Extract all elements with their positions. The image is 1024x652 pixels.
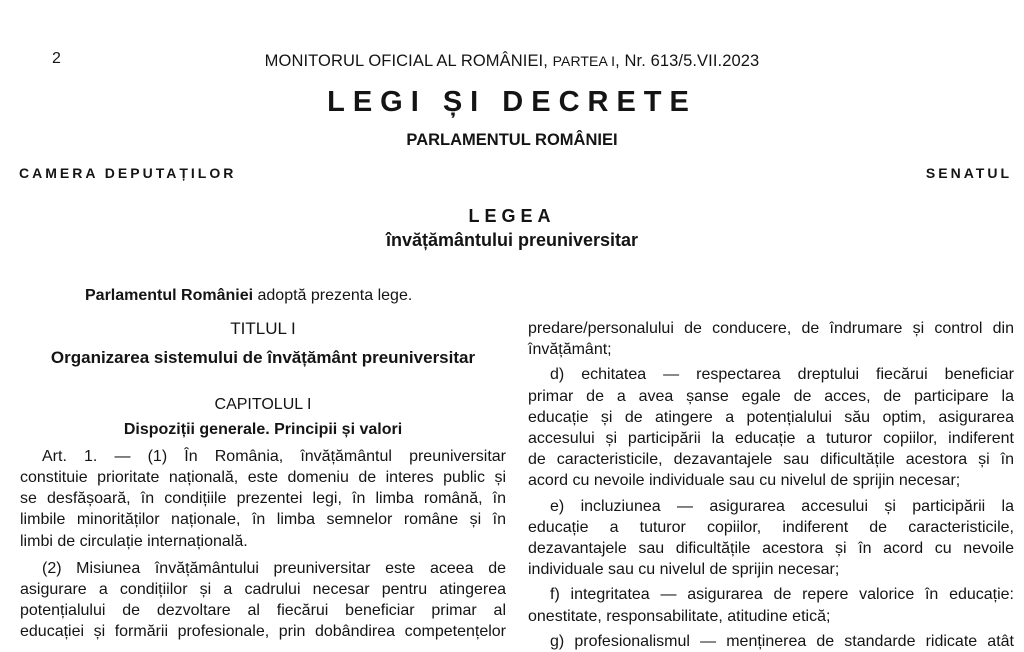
right-column — [528, 318, 1014, 652]
adoption-statement — [85, 287, 412, 305]
chamber-right: SENATUL — [925, 165, 1012, 181]
page-number: 2 — [52, 50, 61, 67]
text-line: g) profesionalismul — menținerea de standarde ridicate atât — [550, 632, 1014, 650]
section-title: LEGI ȘI DECRETE — [327, 86, 697, 118]
text-line: limbi de circulație internațională. — [20, 532, 248, 550]
text-line: se desfășoară, în condițiile prezentei legi, în limba română, în — [20, 490, 506, 508]
text-line: de caracteristicile, dezavantajele sau dificultățile acestora și în — [528, 451, 1014, 469]
paragraph-f-integritatea — [528, 584, 1014, 626]
text-line: învățământ; — [528, 341, 612, 359]
article-1-paragraph-1 — [20, 446, 506, 552]
journal-header — [0, 52, 1024, 71]
text-line: educație și de atingere a potențialului său optim, asigurarea — [528, 408, 1014, 426]
chamber-left: CAMERA DEPUTAȚILOR — [19, 165, 237, 181]
text-line: predare/personalului de conducere, de îndrumare și control din — [528, 320, 1014, 337]
journal-issue: , Nr. 613/5.VII.2023 — [615, 52, 760, 70]
text-line: primar de a avea șanse egale de acces, de participare la — [528, 387, 1014, 405]
title-name: Organizarea sistemului de învățământ preuniversitar — [50, 348, 476, 368]
journal-part: PARTEA I — [552, 53, 616, 69]
text-line: individuale sau cu nivelul de sprijin necesar; — [528, 561, 840, 579]
title-heading: TITLUL I — [230, 319, 296, 338]
issuer: PARLAMENTUL ROMÂNIEI — [406, 131, 618, 149]
adoption-bold: Parlamentul României — [85, 287, 254, 304]
paragraph-d-echitatea — [528, 364, 1014, 491]
text-line: acord cu nevoile individuale sau cu nivelul de sprijin necesar; — [528, 472, 961, 490]
left-column — [20, 318, 506, 643]
text-line: Art. 1. — (1) În România, învățământul preuniversitar — [42, 447, 506, 465]
text-line: asigurare a condițiilor și a cadrului necesar pentru atingerea — [20, 581, 506, 599]
paragraph-g-profesionalismul — [528, 631, 1014, 652]
text-line: educație a tuturor copiilor, indiferent de caracteristicile, — [528, 518, 1014, 536]
text-line: constituie prioritate națională, este domeniu de interes public și — [20, 469, 506, 487]
text-line: dezavantajele sau dificultățile acestora și în acord cu nevoile — [528, 540, 1014, 558]
law-title: învățământului preuniversitar — [385, 230, 639, 250]
text-line: e) incluziunea — asigurarea accesului și participării la — [550, 497, 1014, 515]
chapter-name: Dispoziții generale. Principii și valori — [123, 420, 403, 438]
text-line: onestitate, responsabilitate, atitudine etică; — [528, 607, 831, 625]
adoption-rest: adoptă prezenta lege. — [253, 287, 413, 304]
text-line: f) integritatea — asigurarea de repere valorice în educație: — [550, 586, 1014, 604]
text-line: accesului și participării la educație a tuturor copiilor, indiferent — [528, 430, 1014, 448]
law-label: LEGEA — [468, 206, 556, 226]
text-line: educației și formării profesionale, prin dobândirea competențelor — [20, 623, 506, 641]
text-line: (2) Misiunea învățământului preuniversitar este aceea de — [42, 559, 506, 577]
paragraph-continuation — [528, 318, 1014, 360]
chapter-heading: CAPITOLUL I — [214, 396, 312, 414]
text-line: potențialului de dezvoltare al fiecărui beneficiar primar al — [20, 602, 506, 620]
text-line: limbile minorităților naționale, în limba semnelor române și în — [20, 511, 506, 529]
paragraph-e-incluziunea — [528, 496, 1014, 581]
journal-name: MONITORUL OFICIAL AL ROMÂNIEI, — [264, 52, 548, 70]
text-line: d) echitatea — respectarea dreptului fiecărui beneficiar — [550, 366, 1014, 384]
